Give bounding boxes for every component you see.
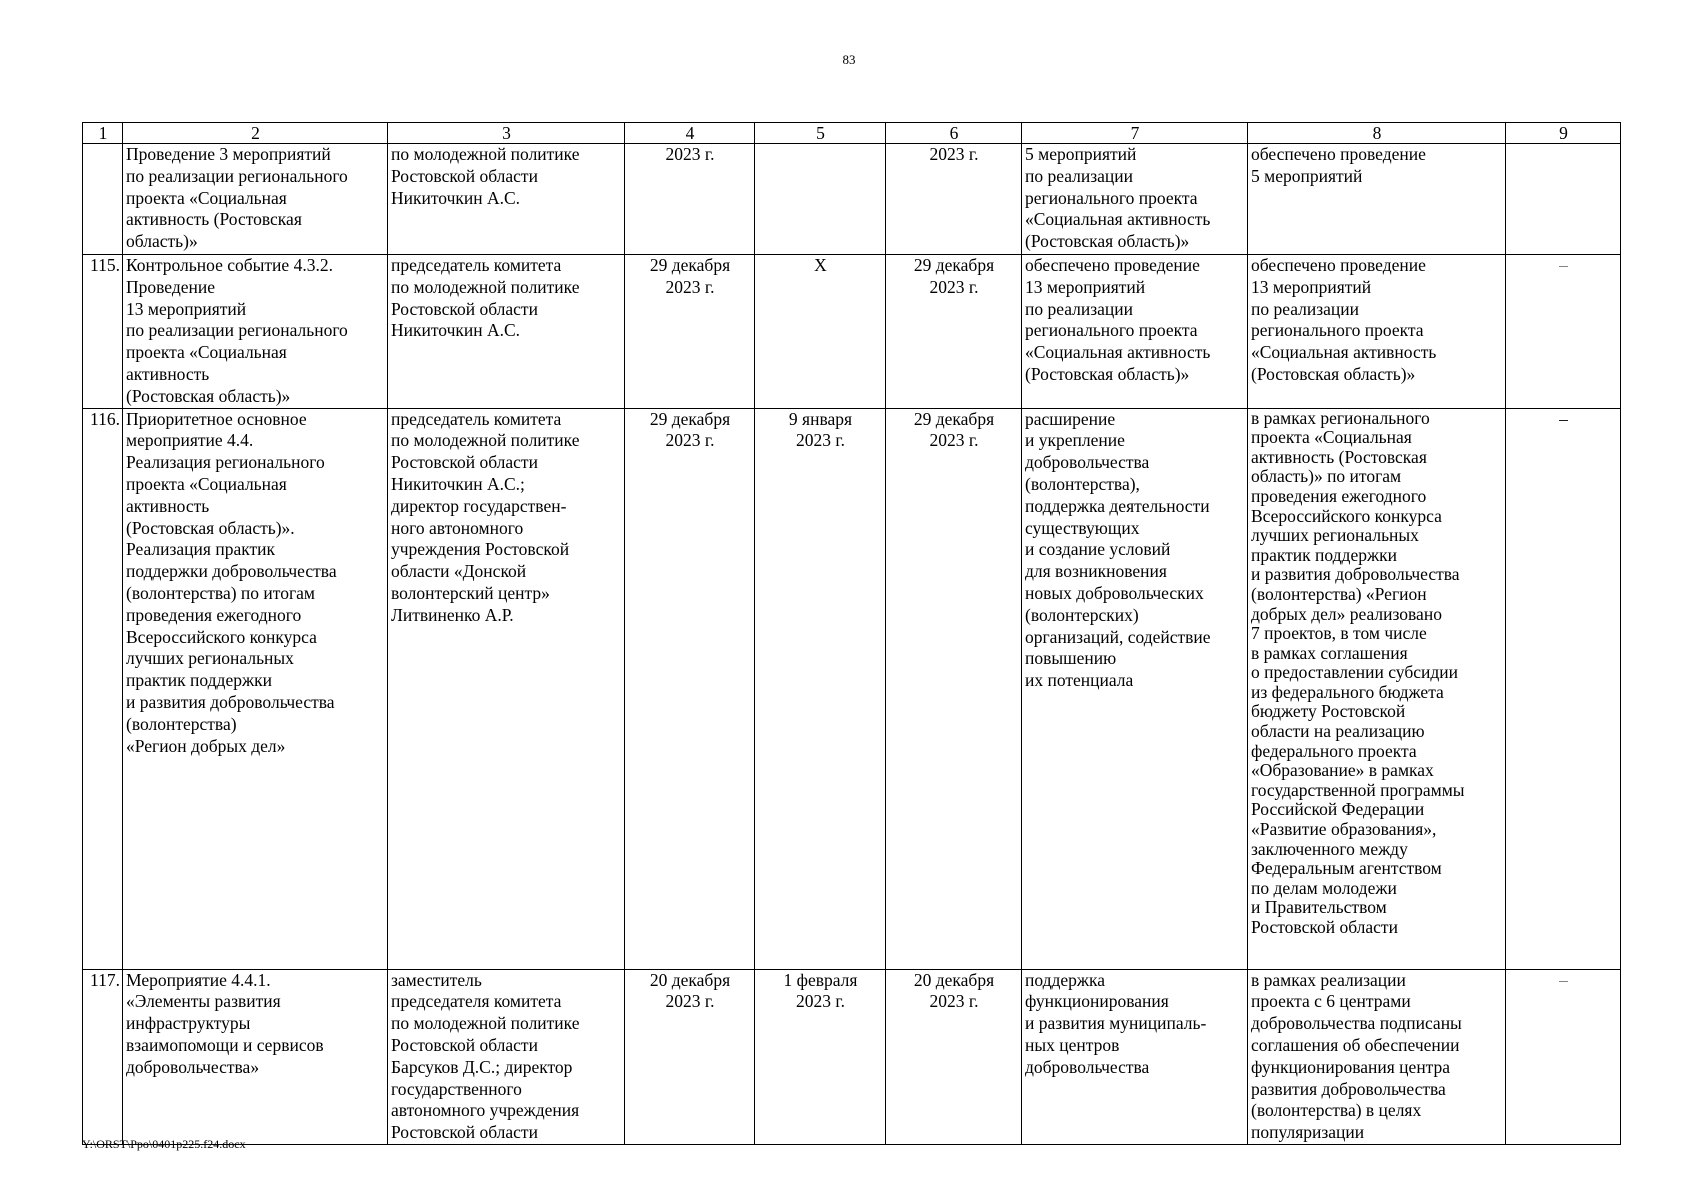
note [1506, 144, 1621, 255]
header-col-9: 9 [1506, 123, 1621, 144]
actual-result: в рамках реализации проекта с 6 центрами добровольчества подписаны соглашения об обеспечении функционирования центра развития добровольчества (волонтерства) в целях популяризации [1248, 969, 1506, 1144]
planned-date: 2023 г. [625, 144, 755, 255]
actual-start-date: 9 января 2023 г. [755, 408, 886, 969]
responsible-executor: по молодежной политике Ростовской области Никиточкин А.С. [388, 144, 625, 255]
row-number: 117. [83, 969, 123, 1144]
expected-result: поддержка функционирования и развития муниципаль- ных центров добровольчества [1022, 969, 1248, 1144]
note: – [1506, 969, 1621, 1144]
actual-end-date: 2023 г. [886, 144, 1022, 255]
responsible-executor: председатель комитета по молодежной политике Ростовской области Никиточкин А.С.; директор государствен- ного автономного учреждения Ростовской области «Донской волонтерский центр» Литвиненко А.Р. [388, 408, 625, 969]
actual-result: обеспечено проведение 13 мероприятий по реализации регионального проекта «Социальная активность (Ростовская область)» [1248, 255, 1506, 409]
row-number: 115. [83, 255, 123, 409]
responsible-executor: заместитель председателя комитета по молодежной политике Ростовской области Барсуков Д.С.; директор государственного автономного учреждения Ростовской области [388, 969, 625, 1144]
table-row [83, 969, 1621, 1144]
activity-name: Приоритетное основное мероприятие 4.4. Реализация регионального проекта «Социальная активность (Ростовская область)». Реализация практик поддержки добровольчества (волонтерства) по итогам проведения ежегодного Всероссийского конкурса лучших региональных практик поддержки и развития добровольчества (волонтерства) «Регион добрых дел» [123, 408, 388, 969]
planned-date: 20 декабря 2023 г. [625, 969, 755, 1144]
row-number [83, 144, 123, 255]
actual-start-date [755, 144, 886, 255]
actual-end-date: 20 декабря 2023 г. [886, 969, 1022, 1144]
actual-result: в рамках регионального проекта «Социальная активность (Ростовская область)» по итогам проведения ежегодного Всероссийского конкурса лучших региональных практик поддержки и развития добровольчества (волонтерства) «Регион добрых дел» реализовано 7 проектов, в том числе в рамках соглашения о предоставлении субсидии из федерального бюджета бюджету Ростовской области на реализацию федерального проекта «Образование» в рамках государственной программы Российской Федерации «Развитие образования», заключенного между Федеральным агентством по делам молодежи и Правительством Ростовской области [1248, 408, 1506, 969]
activity-name: Контрольное событие 4.3.2. Проведение 13 мероприятий по реализации регионального проекта «Социальная активность (Ростовская область)» [123, 255, 388, 409]
expected-result: 5 мероприятий по реализации регионального проекта «Социальная активность (Ростовская область)» [1022, 144, 1248, 255]
header-col-6: 6 [886, 123, 1022, 144]
header-col-5: 5 [755, 123, 886, 144]
header-col-3: 3 [388, 123, 625, 144]
responsible-executor: председатель комитета по молодежной политике Ростовской области Никиточкин А.С. [388, 255, 625, 409]
actual-start-date: 1 февраля 2023 г. [755, 969, 886, 1144]
file-path-footer: Y:\ORST\Ppo\0401p225.f24.docx [82, 1137, 246, 1151]
page-number: 83 [842, 52, 856, 67]
expected-result: расширение и укрепление добровольчества (волонтерства), поддержка деятельности существующих и создание условий для возникновения новых добровольческих (волонтерских) организаций, содействие повышению их потенциала [1022, 408, 1248, 969]
row-number: 116. [83, 408, 123, 969]
actual-start-date: Х [755, 255, 886, 409]
table-row [83, 408, 1621, 969]
actual-end-date: 29 декабря 2023 г. [886, 408, 1022, 969]
header-col-8: 8 [1248, 123, 1506, 144]
expected-result: обеспечено проведение 13 мероприятий по реализации регионального проекта «Социальная активность (Ростовская область)» [1022, 255, 1248, 409]
table-row [83, 144, 1621, 255]
table-row [83, 255, 1621, 409]
header-col-2: 2 [123, 123, 388, 144]
actual-end-date: 29 декабря 2023 г. [886, 255, 1022, 409]
header-col-1: 1 [83, 123, 123, 144]
plan-table [82, 122, 1621, 1145]
activity-name: Проведение 3 мероприятий по реализации регионального проекта «Социальная активность (Ростовская область)» [123, 144, 388, 255]
header-col-4: 4 [625, 123, 755, 144]
planned-date: 29 декабря 2023 г. [625, 255, 755, 409]
actual-result: обеспечено проведение 5 мероприятий [1248, 144, 1506, 255]
note: – [1506, 255, 1621, 409]
header-col-7: 7 [1022, 123, 1248, 144]
table-header-row [83, 123, 1621, 144]
activity-name: Мероприятие 4.4.1. «Элементы развития инфраструктуры взаимопомощи и сервисов добровольчества» [123, 969, 388, 1144]
note: – [1506, 408, 1621, 969]
planned-date: 29 декабря 2023 г. [625, 408, 755, 969]
